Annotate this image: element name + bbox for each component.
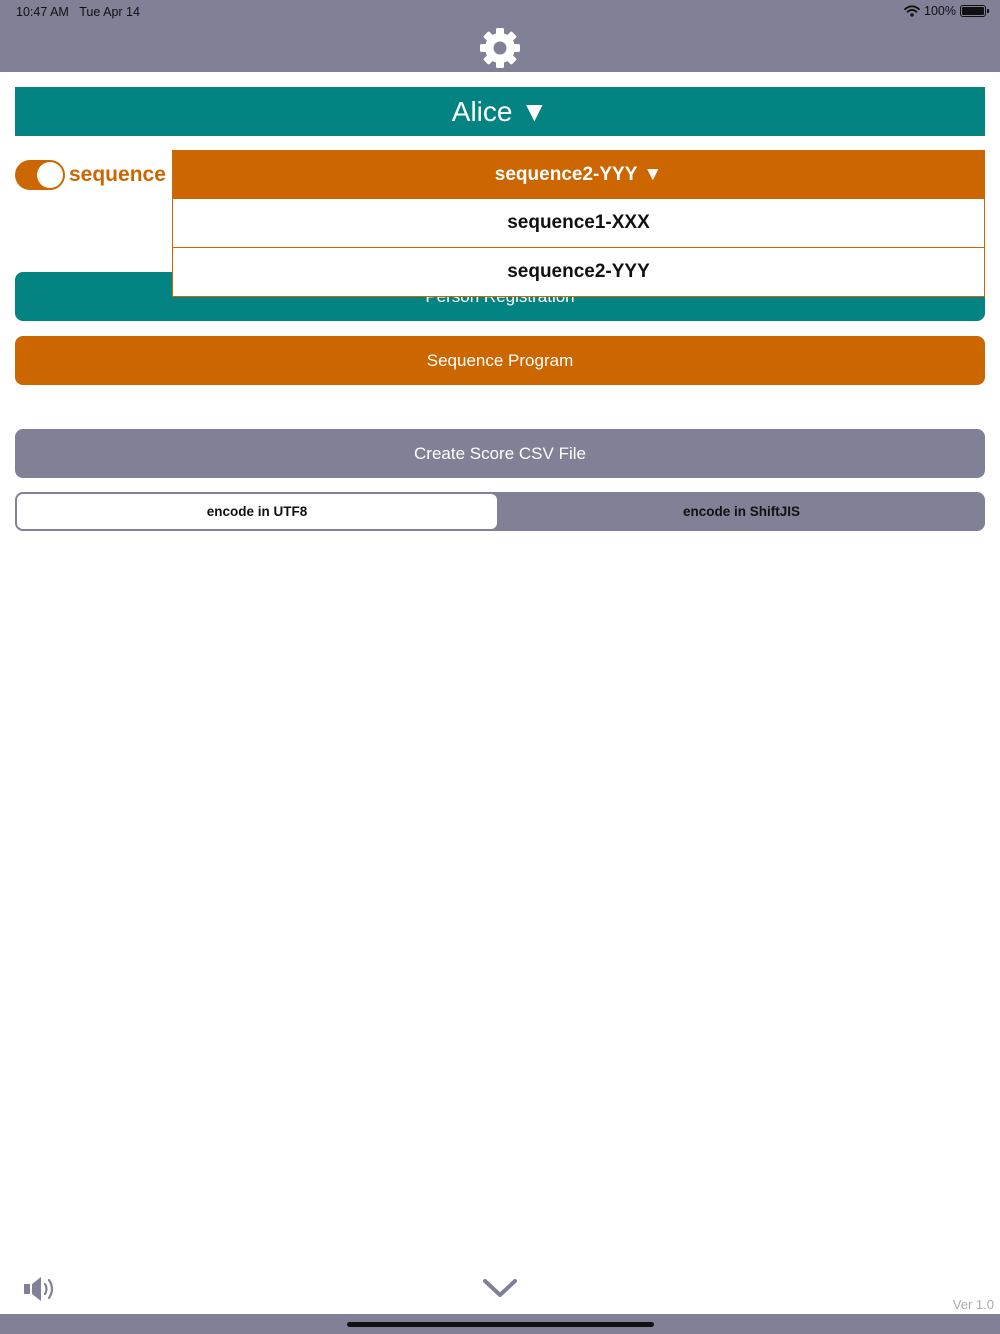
sequence-dropdown [172, 150, 985, 297]
dropdown-arrow-icon: ▼ [643, 164, 663, 185]
battery-percent: 100% [924, 4, 956, 18]
status-time: 10:47 AM Tue Apr 14 [16, 5, 140, 19]
dropdown-arrow-icon: ▼ [520, 95, 549, 127]
create-csv-label: Create Score CSV File [414, 443, 586, 463]
sequence-program-label: Sequence Program [426, 350, 574, 370]
version-label: Ver 1.0 [952, 1297, 994, 1312]
home-indicator[interactable] [347, 1322, 654, 1327]
dropdown-option[interactable]: sequence1-XXX [507, 212, 650, 233]
segment-shiftjis[interactable]: encode in ShiftJIS [682, 504, 801, 519]
user-selector[interactable] [15, 87, 985, 136]
top-bar [0, 0, 1000, 72]
segment-utf8[interactable]: encode in UTF8 [17, 494, 497, 529]
battery-icon [960, 5, 986, 17]
speaker-icon[interactable] [22, 1273, 58, 1305]
sequence-toggle-label: sequence [69, 163, 166, 186]
sequence-dropdown-header[interactable] [173, 151, 984, 199]
user-name: Alice [451, 95, 513, 127]
status-indicators [904, 4, 986, 18]
gear-icon[interactable] [478, 26, 522, 70]
wifi-icon [904, 5, 920, 17]
selected-sequence: sequence2-YYY [494, 164, 638, 185]
encoding-segmented-control [15, 492, 985, 531]
sequence-program-button[interactable] [15, 336, 985, 385]
sequence-toggle[interactable] [15, 160, 65, 190]
create-csv-button[interactable] [15, 429, 985, 478]
toggle-knob [37, 162, 63, 188]
chevron-down-icon[interactable] [482, 1277, 518, 1299]
dropdown-option[interactable]: sequence2-YYY [173, 247, 984, 295]
